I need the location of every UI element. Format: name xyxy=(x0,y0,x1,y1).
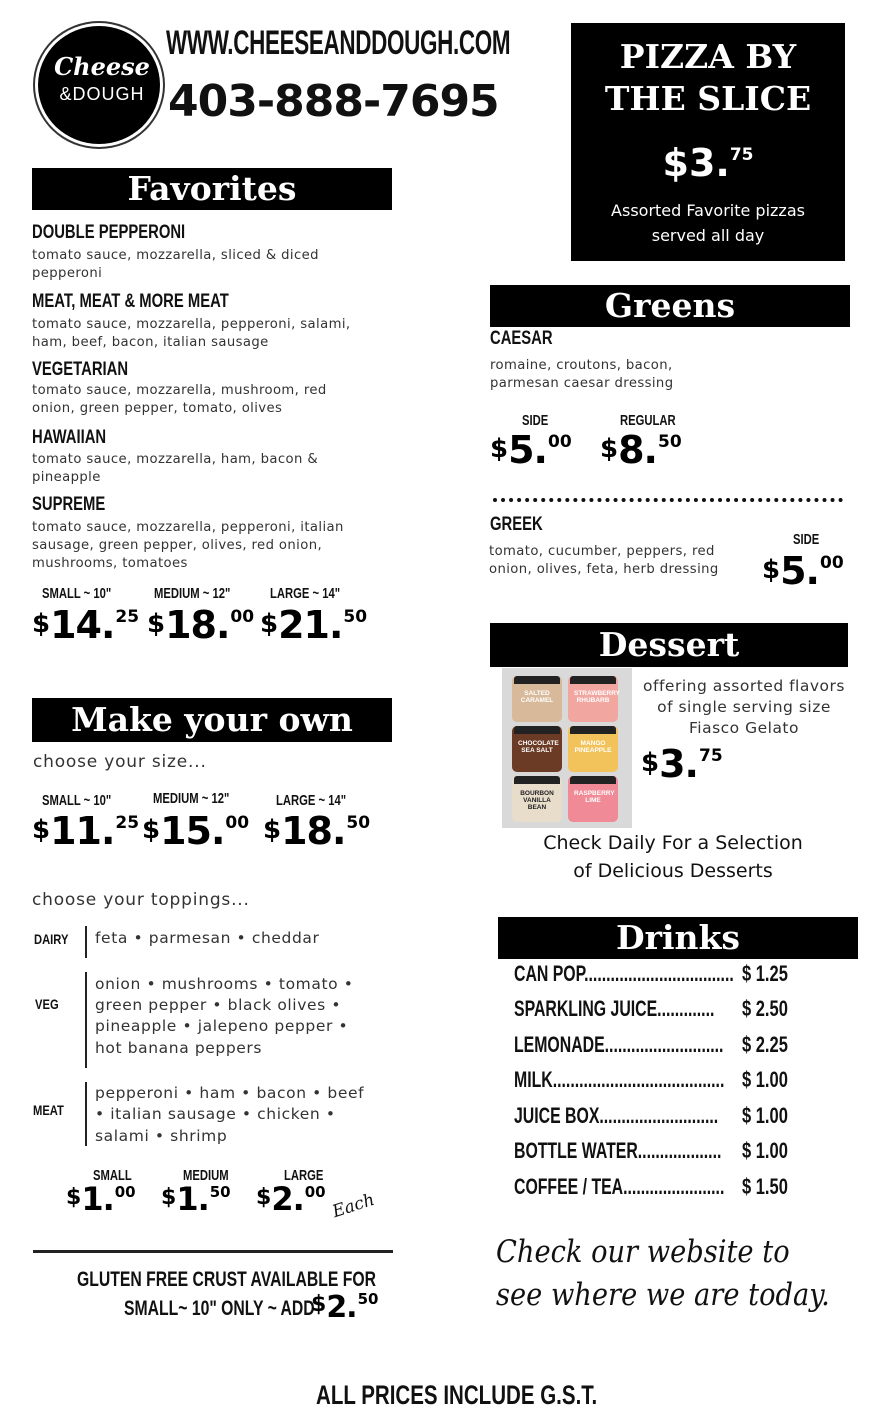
topping-price: $2.00 xyxy=(256,1180,326,1218)
topping-line: feta • parmesan • cheddar xyxy=(95,929,320,947)
favorites-size-label: SMALL ~ 10" xyxy=(42,585,112,602)
gluten-divider xyxy=(33,1250,393,1253)
slice-box xyxy=(571,23,845,261)
slice-desc-2: served all day xyxy=(651,226,765,245)
drinks-heading: Drinks xyxy=(498,917,858,959)
favorites-price: $18.00 xyxy=(147,603,255,647)
make-own-size-label: SMALL ~ 10" xyxy=(42,792,112,809)
make-own-size-label: MEDIUM ~ 12" xyxy=(153,790,230,807)
slice-title-2: THE SLICE xyxy=(604,79,812,118)
dessert-note-2: of Delicious Desserts xyxy=(573,860,773,882)
make-own-size-label: LARGE ~ 14" xyxy=(276,792,347,809)
topping-category: VEG xyxy=(35,996,59,1012)
favorites-item-desc: tomato sauce, mozzarella, pepperoni, italian sausage, green pepper, olives, red onion, mushrooms, tomatoes xyxy=(32,520,344,571)
website-note-1: Check our website to xyxy=(496,1234,790,1270)
favorites-item-desc: tomato sauce, mozzarella, mushroom, red onion, green pepper, tomato, olives xyxy=(32,383,327,416)
topping-line: salami • shrimp xyxy=(95,1127,228,1145)
website-note-2: see where we are today. xyxy=(496,1277,830,1313)
topping-price-label: LARGE xyxy=(284,1167,324,1184)
gelato-cup: CHOCOLATE SEA SALT xyxy=(512,726,562,772)
drink-row: SPARKLING JUICE............. $ 2.50 xyxy=(514,996,788,1021)
topping-line: onion • mushrooms • tomato • xyxy=(95,975,354,993)
gelato-cup: RASPBERRY LIME xyxy=(568,776,618,822)
greek-name: GREEK xyxy=(490,514,543,535)
favorites-size-label: LARGE ~ 14" xyxy=(270,585,341,602)
slice-price-cents: 75 xyxy=(729,145,754,165)
caesar-price: $8.50 xyxy=(600,428,682,472)
drink-row: CAN POP.................................. $ 1.25 xyxy=(514,961,788,986)
greek-price: $5.00 xyxy=(762,549,844,593)
favorites-item-name: VEGETARIAN xyxy=(32,359,129,380)
favorites-price: $21.50 xyxy=(260,603,368,647)
topping-price-label: MEDIUM xyxy=(183,1167,229,1184)
logo-text-dough: &DOUGH xyxy=(59,84,145,104)
gelato-cup: BOURBON VANILLA BEAN xyxy=(512,776,562,822)
greens-heading: Greens xyxy=(490,285,850,327)
gluten-line-1: GLUTEN FREE CRUST AVAILABLE FOR xyxy=(77,1268,376,1291)
favorites-item-desc: tomato sauce, mozzarella, pepperoni, salami, ham, beef, bacon, italian sausage xyxy=(32,317,351,350)
drink-row: BOTTLE WATER................... $ 1.00 xyxy=(514,1138,788,1163)
each-label: Each xyxy=(329,1189,378,1223)
favorites-item-name: DOUBLE PEPPERONI xyxy=(32,222,186,243)
topping-line: hot banana peppers xyxy=(95,1039,263,1057)
dessert-price: $3.75 xyxy=(641,742,723,786)
topping-price: $1.50 xyxy=(161,1180,231,1218)
topping-line: • italian sausage • chicken • xyxy=(95,1105,336,1123)
drink-row: MILK....................................... $ 1.00 xyxy=(514,1067,788,1092)
favorites-size-label: MEDIUM ~ 12" xyxy=(154,585,231,602)
topping-divider xyxy=(85,926,87,958)
topping-divider xyxy=(85,972,87,1068)
choose-toppings-label: choose your toppings... xyxy=(32,890,250,910)
gelato-cup: MANGO PINEAPPLE xyxy=(568,726,618,772)
greek-desc: tomato, cucumber, peppers, red onion, olives, feta, herb dressing xyxy=(489,544,719,577)
topping-line: green pepper • black olives • xyxy=(95,996,342,1014)
make-own-price: $15.00 xyxy=(142,809,250,853)
favorites-item-name: MEAT, MEAT & MORE MEAT xyxy=(32,291,229,312)
greek-size-label: SIDE xyxy=(793,531,820,548)
dessert-desc: offering assorted flavors of single serving size Fiasco Gelato xyxy=(643,677,845,737)
website-url[interactable]: WWW.CHEESEANDDOUGH.COM xyxy=(166,24,511,62)
favorites-price: $14.25 xyxy=(32,603,140,647)
gelato-cup: SALTED CARAMEL xyxy=(512,676,562,722)
phone-number[interactable]: 403-888-7695 xyxy=(168,76,499,127)
topping-category: DAIRY xyxy=(34,931,69,947)
favorites-item-desc: tomato sauce, mozzarella, sliced & diced pepperoni xyxy=(32,248,319,281)
caesar-desc: romaine, croutons, bacon, parmesan caesar dressing xyxy=(490,358,674,391)
logo-text-cheese: Cheese xyxy=(54,52,150,81)
make-own-price: $18.50 xyxy=(263,809,371,853)
dessert-note-1: Check Daily For a Selection xyxy=(543,832,803,854)
greens-dotted-divider xyxy=(493,498,843,502)
favorites-heading: Favorites xyxy=(32,168,392,210)
topping-divider xyxy=(85,1082,87,1146)
caesar-size-label: SIDE xyxy=(522,412,549,429)
favorites-item-desc: tomato sauce, mozzarella, ham, bacon & pineapple xyxy=(32,452,319,485)
topping-price-label: SMALL xyxy=(93,1167,132,1184)
gelato-photo xyxy=(502,668,632,828)
drink-row: JUICE BOX........................... $ 1.00 xyxy=(514,1103,788,1128)
topping-category: MEAT xyxy=(33,1102,64,1118)
logo xyxy=(38,26,160,144)
gluten-price: $2.50 xyxy=(311,1290,379,1325)
gelato-cup: STRAWBERRY RHUBARB xyxy=(568,676,618,722)
footer-gst-note: ALL PRICES INCLUDE G.S.T. xyxy=(316,1380,598,1410)
gluten-line-2: SMALL~ 10" ONLY ~ ADD xyxy=(124,1297,315,1320)
topping-line: pineapple • jalepeno pepper • xyxy=(95,1017,349,1035)
slice-desc-1: Assorted Favorite pizzas xyxy=(611,201,805,220)
favorites-item-name: HAWAIIAN xyxy=(32,427,107,448)
choose-size-label: choose your size... xyxy=(33,752,207,772)
slice-price xyxy=(571,141,845,185)
caesar-size-label: REGULAR xyxy=(620,412,676,429)
slice-title-1: PIZZA BY xyxy=(619,37,797,76)
caesar-price: $5.00 xyxy=(490,428,572,472)
make-own-price: $11.25 xyxy=(32,809,140,853)
slice-price-whole: $3. xyxy=(662,141,730,185)
caesar-name: CAESAR xyxy=(490,328,553,349)
drink-row: COFFEE / TEA....................... $ 1.50 xyxy=(514,1174,788,1199)
make-your-own-heading: Make your own xyxy=(32,698,392,742)
topping-line: pepperoni • ham • bacon • beef xyxy=(95,1084,365,1102)
drink-row: LEMONADE........................... $ 2.25 xyxy=(514,1032,788,1057)
dessert-heading: Dessert xyxy=(490,623,848,667)
topping-price: $1.00 xyxy=(66,1180,136,1218)
favorites-item-name: SUPREME xyxy=(32,494,106,515)
